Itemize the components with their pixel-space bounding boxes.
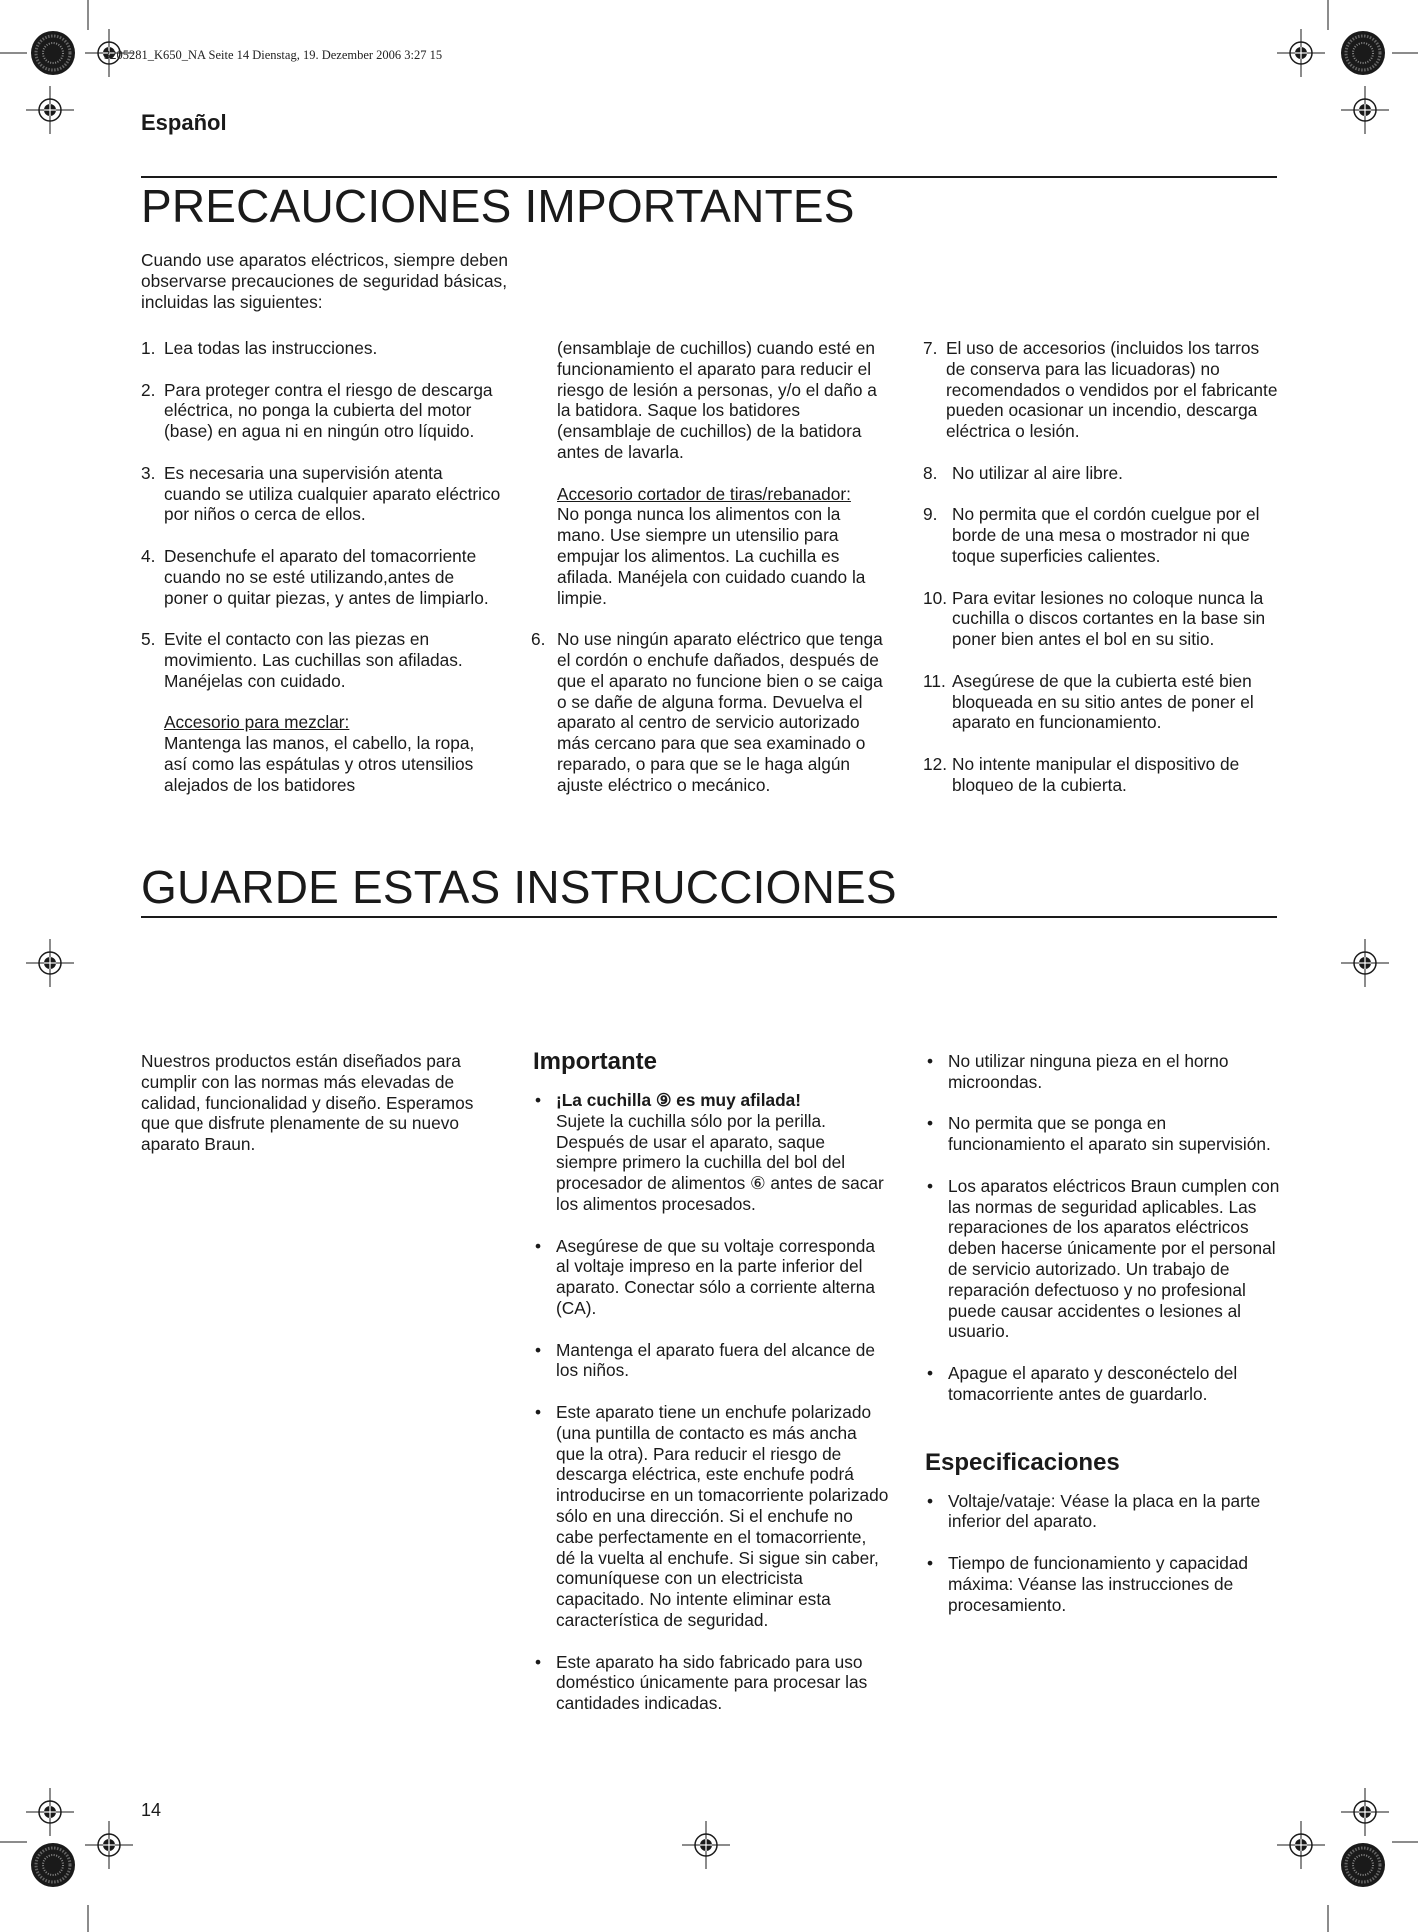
list-item: • Asegúrese de que su voltaje corresponda al voltaje impreso en la parte inferior del aparato. Conectar sólo a corriente alterna (CA). (535, 1235, 875, 1318)
list-item: 1. Lea todas las instrucciones. (141, 338, 378, 358)
list-item: 7. El uso de accesorios (incluidos los tarros de conserva para las licuadoras) no recomendados o vendidos por el fabricante pueden ocasionar un incendio, descarga eléctrica o lesión. (923, 338, 1278, 442)
list-item: • Este aparato tiene un enchufe polarizado (una puntilla de contacto es más ancha que la otra). Para reducir el riesgo de descarga eléctrica, este enchufe podrá introducirse en un tomacorriente polarizado sólo en una dirección. Si el enchufe no cabe perfectamente en el tomacorriente, dé la vuelta al enchufe. Si sigue sin caber, comuníquese con un electricista capacitado. No intente eliminar esta característica de seguridad. (535, 1401, 889, 1630)
list-item: 11. Asegúrese de que la cubierta esté bien bloqueada en su sitio antes de poner el aparato en funcionamiento. (923, 670, 1254, 733)
list-item: • Voltaje/vataje: Véase la placa en la parte inferior del aparato. (927, 1490, 1261, 1532)
list-item: 6. No use ningún aparato eléctrico que tenga el cordón o enchufe dañados, después de que el aparato no funcione bien o se caiga o se dañe de alguna forma. Devuelva el aparato al centro de servicio autorizado más cercano para que sea examinado o reparado, o para que se le haga algún ajuste eléctrico o mecánico. (531, 629, 883, 795)
list-item: • Tiempo de funcionamiento y capacidad máxima: Véanse las instrucciones de procesamiento. (927, 1552, 1249, 1615)
precautions-column-3 (923, 338, 1279, 816)
safety-notes-column (925, 1051, 1281, 1636)
list-item: • Apague el aparato y desconéctelo del tomacorriente antes de guardarlo. (927, 1362, 1238, 1404)
list-item: • ¡La cuchilla ⑨ es muy afilada! Sujete la cuchilla sólo por la perilla. Después de usar el aparato, saque siempre primero la cuchilla del bol del procesador de alimentos ⑥ antes de sacar los alimentos procesados. (533, 1090, 889, 1215)
list-item: 4. Desenchufe el aparato del tomacorriente cuando no se esté utilizando,antes de poner o quitar piezas, y antes de limpiarlo. (141, 545, 489, 608)
list-item: 10. Para evitar lesiones no coloque nunca la cuchilla o discos cortantes en la base sin poner bien antes el bol en su sitio. (923, 587, 1266, 650)
page-title-precautions: PRECAUCIONES IMPORTANTES (141, 180, 855, 232)
list-item: • No utilizar ninguna pieza en el horno microondas. (927, 1051, 1229, 1092)
list-item: 2. Para proteger contra el riesgo de descarga eléctrica, no ponga la cubierta del motor (base) en agua ni en ningún otro líquido. (141, 379, 493, 442)
top-rule (141, 176, 1277, 178)
precautions-column-2 (531, 338, 887, 816)
list-item: • Mantenga el aparato fuera del alcance de los niños. (535, 1339, 875, 1381)
list-item: 9. No permita que el cordón cuelgue por el borde de una mesa o mostrador ni que toque superficies calientes. (923, 504, 1260, 566)
list-item: 5. Evite el contacto con las piezas en movimiento. Las cuchillas son afiladas. Manéjelas con cuidado. Accesorio para mezclar: Mantenga las manos, el cabello, la ropa, así como las espátulas y otros utensilios alejados de los batidores (141, 629, 501, 795)
list-item: • Este aparato ha sido fabricado para uso doméstico únicamente para procesar las cantidades indicadas. (535, 1651, 868, 1714)
blade-warning: ¡La cuchilla ⑨ es muy afilada! (556, 1090, 802, 1110)
mix-accessory-note (164, 712, 501, 795)
continued-text: (ensamblaje de cuchillos) cuando esté en funcionamiento el aparato para reducir el riesgo de lesión a personas, y/o el daño a la batidora. Saque los batidores (ensamblaje de cuchillos) de la batidora antes de lavarla. (557, 338, 877, 462)
important-section (533, 1048, 889, 1735)
precautions-column-1 (141, 338, 501, 796)
mix-accessory-heading: Accesorio para mezclar: (164, 712, 350, 733)
specifications-heading: Especificaciones (925, 1448, 1120, 1476)
list-item: • Los aparatos eléctricos Braun cumplen con las normas de seguridad aplicables. Las reparaciones de los aparatos eléctricos deben hacerse únicamente por el personal de servicio autorizado. Un trabajo de reparación defectuoso y no profesional puede causar accidentes o lesiones al usuario. (927, 1175, 1280, 1342)
intro-paragraph: Cuando use aparatos eléctricos, siempre deben observarse precauciones de seguridad básicas, incluidas las siguientes: (141, 250, 508, 312)
list-item: 12. No intente manipular el dispositivo de bloqueo de la cubierta. (923, 753, 1240, 795)
list-item: 3. Es necesaria una supervisión atenta cuando se utiliza cualquier aparato eléctrico por niños o cerca de ellos. (141, 462, 501, 525)
welcome-paragraph: Nuestros productos están diseñados para cumplir con las normas más elevadas de calidad, funcionalidad y diseño. Esperamos que que disfrute plenamente de su nuevo aparato Braun. (141, 1051, 474, 1155)
print-header: 3205281_K650_NA Seite 14 Dienstag, 19. Dezember 2006 3:27 15 (104, 48, 443, 62)
page-title-save-instructions: GUARDE ESTAS INSTRUCCIONES (141, 861, 897, 913)
page-number: 14 (141, 1800, 162, 1820)
slicer-accessory-note (531, 484, 887, 609)
list-item: 8. No utilizar al aire libre. (923, 462, 1123, 483)
mix-accessory-text: Mantenga las manos, el cabello, la ropa, así como las espátulas y otros utensilios alejados de los batidores (164, 733, 475, 795)
list-item: • No permita que se ponga en funcionamiento el aparato sin supervisión. (927, 1113, 1271, 1155)
slicer-accessory-heading: Accesorio cortador de tiras/rebanador: (557, 483, 851, 504)
middle-rule (141, 916, 1277, 918)
language-label: Español (141, 110, 227, 135)
important-heading: Importante (533, 1048, 658, 1075)
slicer-accessory-text: No ponga nunca los alimentos con la mano. Use siempre un utensilio para empujar los alimentos. La cuchilla es afilada. Manéjela con cuidado cuando la limpie. (557, 504, 866, 608)
